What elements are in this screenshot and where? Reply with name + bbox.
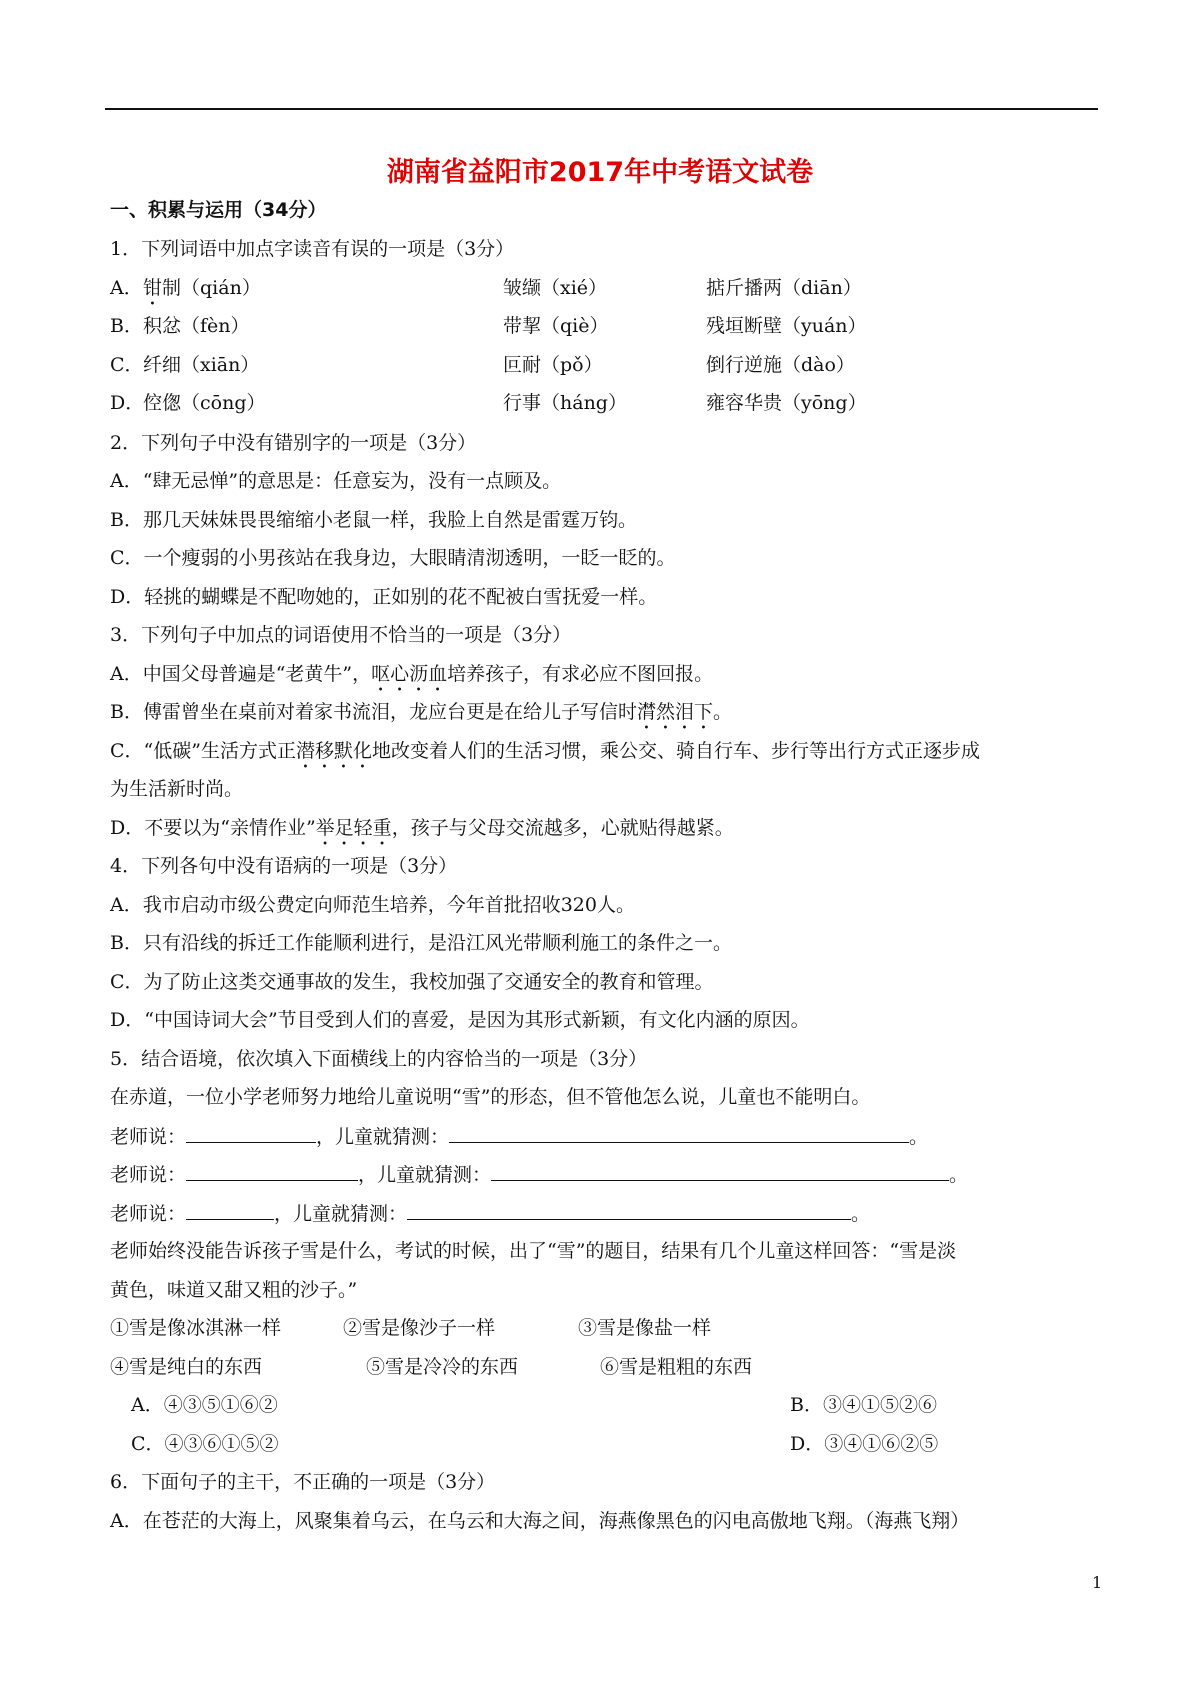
item-dotted: 钳: [143, 277, 163, 299]
child-guess: ，儿童就猜测：: [358, 1164, 492, 1186]
line-end: 。: [909, 1126, 929, 1148]
q5-blank-line-1: [110, 1124, 928, 1149]
blank-field[interactable]: [491, 1162, 949, 1181]
line-end: 。: [949, 1164, 969, 1186]
q6-stem: 6．下面句子的主干，不正确的一项是（3分）: [110, 1471, 496, 1493]
blank-field[interactable]: [449, 1124, 909, 1143]
blank-field[interactable]: [186, 1162, 358, 1181]
q1-option-item: [143, 276, 261, 310]
q3-option-b: [110, 700, 732, 734]
q1-option-item: [143, 353, 259, 387]
q3-c-dotted: 潜移默化: [295, 740, 372, 762]
q1-option-item: [503, 391, 627, 425]
q3-b-post: 。: [712, 701, 732, 723]
q5-item-6: ⑥雪是粗粗的东西: [600, 1356, 753, 1378]
q1-option-item: [503, 276, 607, 310]
q5-intro: 在赤道，一位小学老师努力地给儿童说明“雪”的形态，但不管他怎么说，儿童也不能明白。: [110, 1086, 871, 1108]
item-post: 叵耐（pǒ）: [503, 354, 603, 376]
item-post: 残垣断壁（yuán）: [706, 315, 867, 337]
item-post: 积忿（fèn）: [143, 315, 250, 337]
item-post: 皱缬（xié）: [503, 277, 608, 299]
q4-option-a: A．我市启动市级公费定向师范生培养，今年首批招收320人。: [110, 894, 635, 916]
q5-blank-line-2: [110, 1162, 968, 1187]
q5-blank-line-3: [110, 1201, 870, 1226]
q2-option-c: C．一个瘦弱的小男孩站在我身边，大眼睛清沏透明，一眨一眨的。: [110, 547, 676, 569]
q5-stem: 5．结合语境，依次填入下面横线上的内容恰当的一项是（3分）: [110, 1048, 648, 1070]
q2-option-a: A．“肆无忌惮”的意思是：任意妄为，没有一点顾及。: [110, 470, 562, 492]
q3-option-c: [110, 739, 980, 773]
section-heading: 一、积累与运用（34分）: [110, 199, 327, 221]
blank-field[interactable]: [186, 1124, 316, 1143]
page-number: 1: [1092, 1573, 1103, 1592]
item-post: 雍容华贵（yōng）: [706, 392, 867, 414]
q1-option-item: [143, 314, 250, 348]
q1-option-item: [706, 276, 862, 310]
q3-c-post: 地改变着人们的生活习惯，乘公交、骑自行车、步行等出行方式正逐步成: [371, 740, 980, 762]
q3-d-pre: D．不要以为“亲情作业”: [110, 817, 316, 839]
q5-item-3: ③雪是像盐一样: [578, 1317, 712, 1339]
header-rule: [105, 108, 1098, 110]
item-post: 带挈（qiè）: [503, 315, 609, 337]
teacher-says: 老师说：: [110, 1126, 187, 1148]
q1-stem: 1．下列词语中加点字读音有误的一项是（3分）: [110, 238, 515, 260]
q2-stem: 2．下列句子中没有错别字的一项是（3分）: [110, 432, 477, 454]
child-guess: ，儿童就猜测：: [316, 1126, 450, 1148]
q3-a-dotted: 呕心沥血: [371, 663, 448, 685]
q3-b-dotted: 潸然泪下: [636, 701, 713, 723]
q1-option-label: A．: [110, 277, 143, 299]
q4-option-d: D．“中国诗词大会”节目受到人们的喜爱，是因为其形式新颖，有文化内涵的原因。: [110, 1009, 810, 1031]
q4-stem: 4．下列各句中没有语病的一项是（3分）: [110, 855, 458, 877]
child-guess: ，儿童就猜测：: [274, 1203, 408, 1225]
q3-d-post: ，孩子与父母交流越多，心就贴得越紧。: [391, 817, 734, 839]
q3-c-pre: C．“低碳”生活方式正: [110, 740, 296, 762]
q1-option-label: B．: [110, 315, 143, 337]
q3-a-pre: A．中国父母普遍是“老黄牛”，: [110, 663, 372, 685]
q4-option-c: C．为了防止这类交通事故的发生，我校加强了交通安全的教育和管理。: [110, 971, 714, 993]
q4-option-b: B．只有沿线的拆迁工作能顺利进行，是沿江风光带顺利施工的条件之一。: [110, 932, 732, 954]
q5-paragraph-1: 老师始终没能告诉孩子雪是什么，考试的时候，出了“雪”的题目，结果有几个儿童这样回答：“雪是淡: [110, 1240, 957, 1262]
q1-option-item: [706, 391, 867, 425]
q5-item-4: ④雪是纯白的东西: [110, 1356, 263, 1378]
item-post: 掂斤播两（diān）: [706, 277, 862, 299]
q2-option-d: D．轻挑的蝴蝶是不配吻她的，正如别的花不配被白雪抚爱一样。: [110, 586, 658, 608]
item-post: 倒行逆施（dào）: [706, 354, 855, 376]
q1-option-item: [503, 353, 603, 387]
q1-option-label: D．: [110, 392, 145, 414]
q3-option-d: [110, 816, 734, 850]
q3-a-post: 培养孩子，有求必应不图回报。: [447, 663, 714, 685]
q5-item-2: ②雪是像沙子一样: [343, 1317, 496, 1339]
teacher-says: 老师说：: [110, 1203, 187, 1225]
q1-option-item: [706, 314, 867, 348]
q5-item-5: ⑤雪是冷冷的东西: [366, 1356, 519, 1378]
q5-option-d: D．③④①⑥②⑤: [790, 1433, 939, 1455]
q1-option-item: [143, 391, 265, 425]
q3-d-dotted: 举足轻重: [315, 817, 392, 839]
q6-option-a: A．在苍茫的大海上，风聚集着乌云，在乌云和大海之间，海燕像黑色的闪电高傲地飞翔。（海燕飞翔）: [110, 1510, 970, 1532]
q3-option-a: [110, 662, 713, 696]
item-post: 制（qián）: [162, 277, 261, 299]
q5-option-b: B．③④①⑤②⑥: [790, 1394, 937, 1416]
q3-b-pre: B．傅雷曾坐在桌前对着家书流泪，龙应台更是在给儿子写信时: [110, 701, 637, 723]
q5-option-c: C．④③⑥①⑤②: [131, 1433, 279, 1455]
item-post: 倥偬（cōng）: [143, 392, 266, 414]
q1-option-label: C．: [110, 354, 144, 376]
q1-option-item: [706, 353, 855, 387]
q5-paragraph-2: 黄色，味道又甜又粗的沙子。”: [110, 1279, 358, 1301]
q3-stem: 3．下列句子中加点的词语使用不恰当的一项是（3分）: [110, 624, 572, 646]
blank-field[interactable]: [186, 1201, 274, 1220]
blank-field[interactable]: [407, 1201, 851, 1220]
teacher-says: 老师说：: [110, 1164, 187, 1186]
q5-item-1: ①雪是像冰淇淋一样: [110, 1317, 282, 1339]
page-title: 湖南省益阳市2017年中考语文试卷: [386, 157, 814, 188]
line-end: 。: [851, 1203, 871, 1225]
item-post: 纤细（xiān）: [143, 354, 260, 376]
item-post: 行事（háng）: [503, 392, 627, 414]
q3-option-c-cont: 为生活新时尚。: [110, 778, 244, 800]
q5-option-a: A．④③⑤①⑥②: [131, 1394, 278, 1416]
q2-option-b: B．那几天妹妹畏畏缩缩小老鼠一样，我脸上自然是雷霆万钧。: [110, 509, 637, 531]
q1-option-item: [503, 314, 608, 348]
